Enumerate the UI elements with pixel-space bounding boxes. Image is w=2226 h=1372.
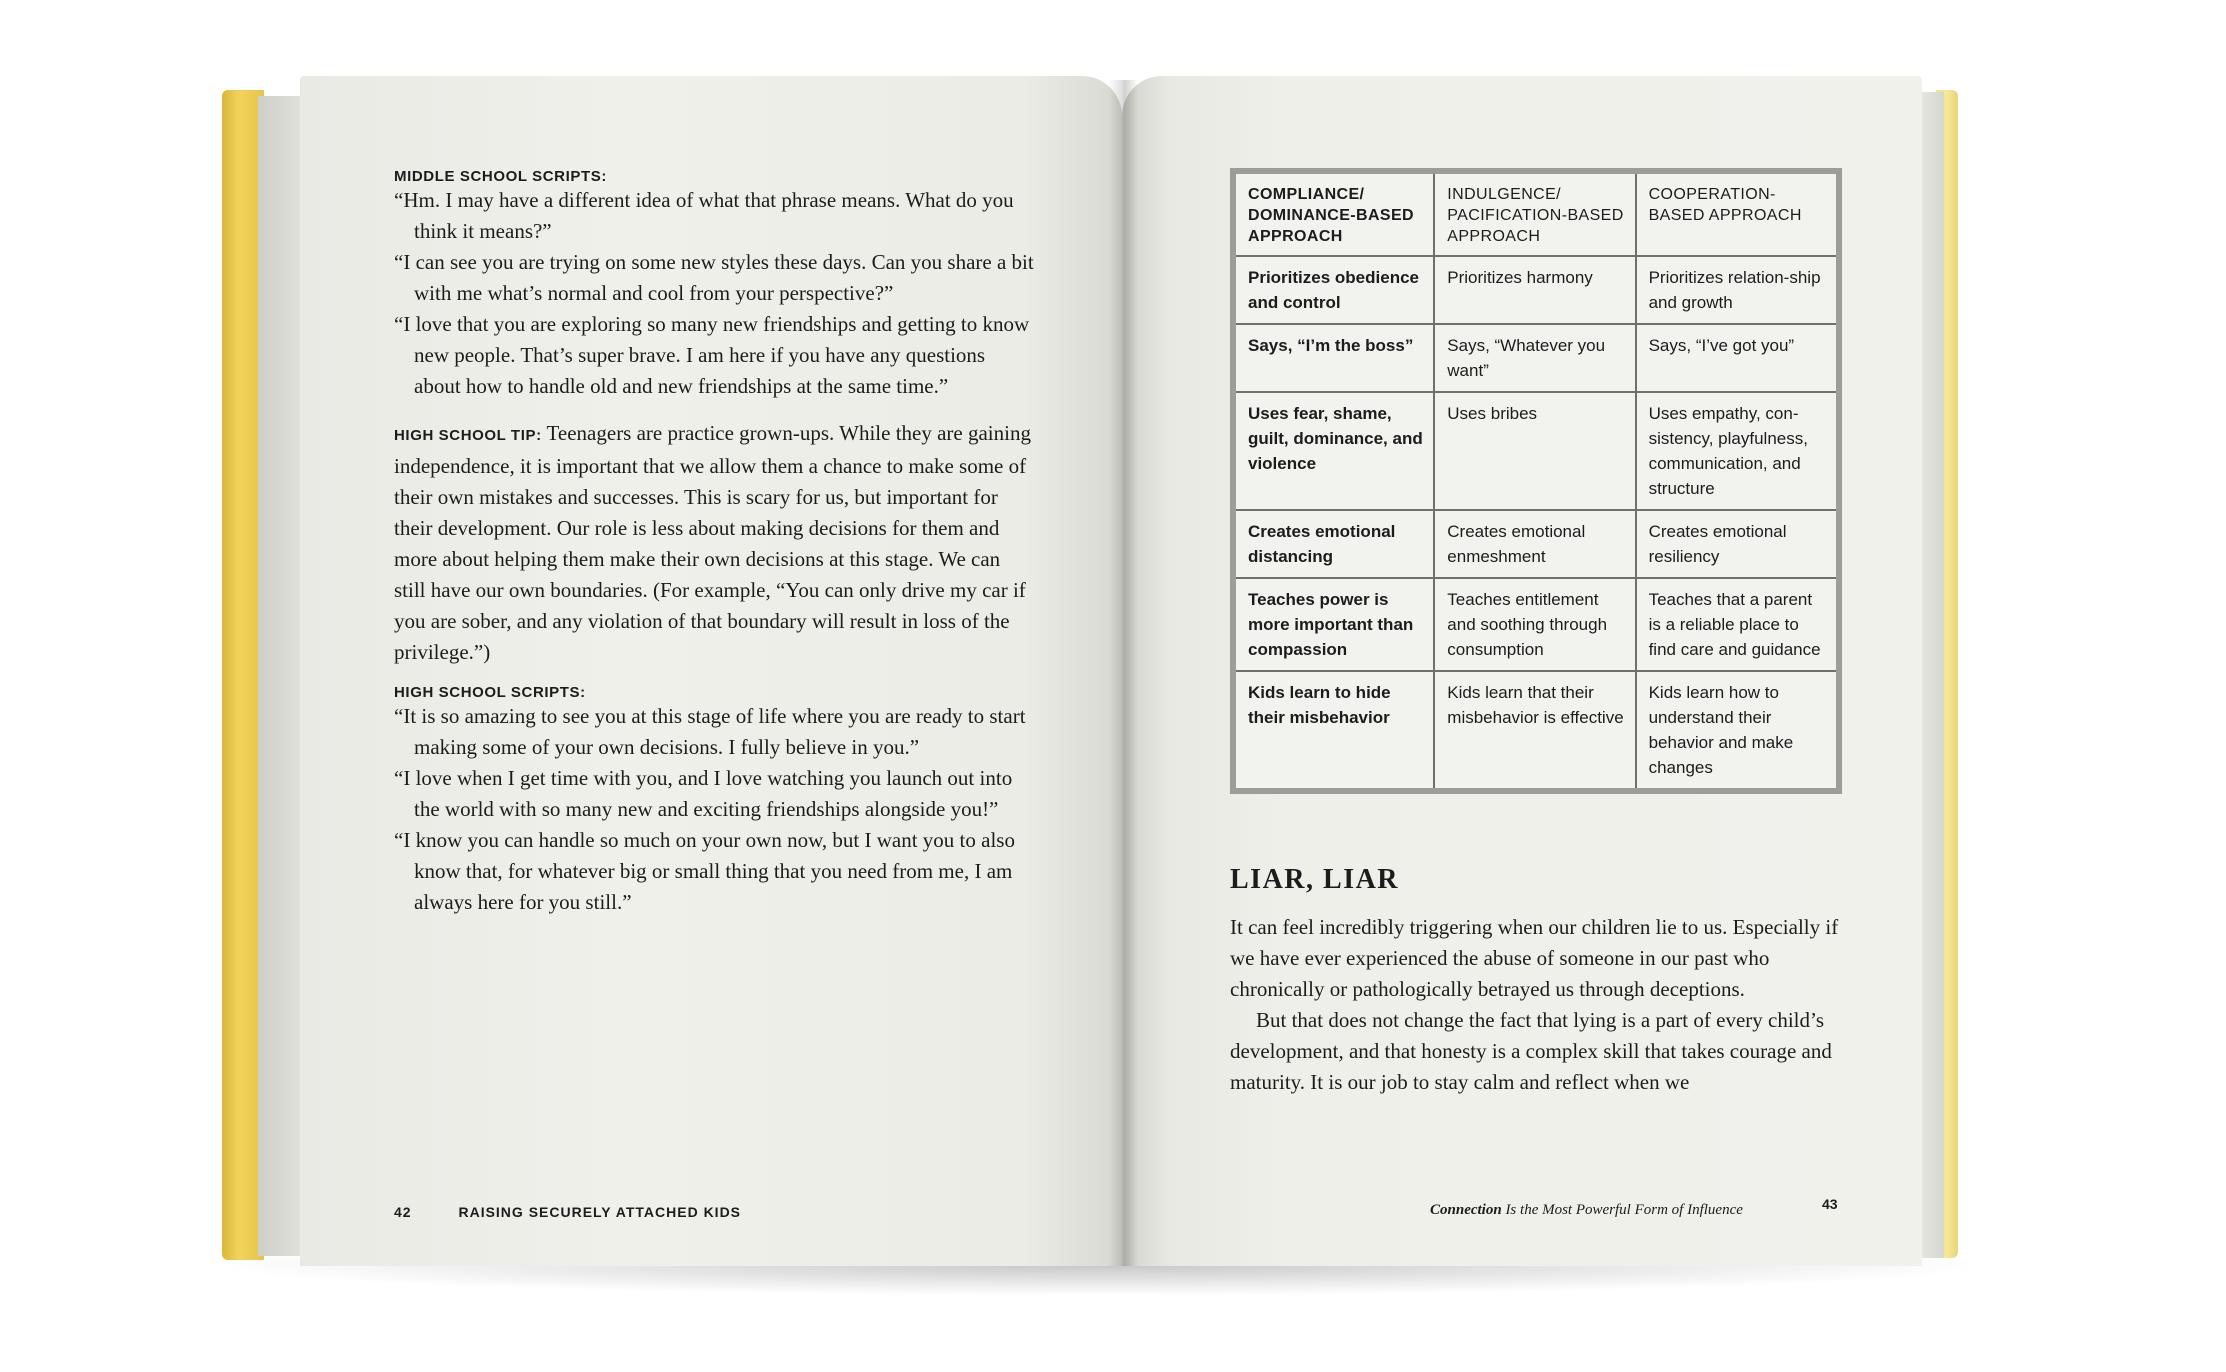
table-cell: Teaches that a parent is a reliable place to find care and guidance bbox=[1636, 578, 1839, 671]
body-paragraph-2: But that does not change the fact that lying is a part of every child’s development, and that honesty is a complex skill that takes courage and maturity. It is our job to stay calm and reflect when we bbox=[1230, 1008, 1832, 1094]
right-running-title: Is the Most Powerful Form of Influence bbox=[1505, 1202, 1743, 1218]
high-school-heading: HIGH SCHOOL SCRIPTS: bbox=[394, 684, 586, 701]
right-running-title-word: Connection bbox=[1430, 1202, 1502, 1218]
table-cell: Creates emotional distancing bbox=[1233, 510, 1434, 578]
middle-school-heading: MIDDLE SCHOOL SCRIPTS: bbox=[394, 168, 607, 185]
left-page-number: 42 bbox=[394, 1204, 412, 1220]
left-page-content bbox=[394, 168, 1034, 918]
table-cell: Prioritizes relation-ship and growth bbox=[1636, 256, 1839, 324]
table-cell: Uses fear, shame, guilt, dominance, and violence bbox=[1233, 392, 1434, 510]
table-cell: Says, “I’ve got you” bbox=[1636, 324, 1839, 392]
table-cell: Uses empathy, con-sistency, playfulness, communication, and structure bbox=[1636, 392, 1839, 510]
middle-school-script-3: “I love that you are exploring so many new friendships and getting to know new people. That’s super brave. I am here if you have any questions about how to handle old and new friendships at the same time.” bbox=[394, 312, 1030, 398]
table-row bbox=[1233, 578, 1839, 671]
table-cell: Kids learn that their misbehavior is effective bbox=[1434, 671, 1635, 791]
table-row bbox=[1233, 256, 1839, 324]
table-header-cell: COOPERATION-BASED APPROACH bbox=[1636, 171, 1839, 256]
table-cell: Teaches power is more important than compassion bbox=[1233, 578, 1434, 671]
table-header-cell: COMPLIANCE/ DOMINANCE-BASED APPROACH bbox=[1233, 171, 1434, 256]
left-footer bbox=[394, 1204, 741, 1220]
body-paragraph-1: It can feel incredibly triggering when our children lie to us. Especially if we have ever experienced the abuse of someone in our past who chronically or pathologically betrayed us through deceptions. bbox=[1230, 915, 1839, 1001]
approach-comparison-table bbox=[1230, 168, 1842, 794]
table-cell: Kids learn to hide their misbehavior bbox=[1233, 671, 1434, 791]
table-row bbox=[1233, 392, 1839, 510]
middle-school-script-1: “Hm. I may have a different idea of what that phrase means. What do you think it means?” bbox=[394, 188, 1014, 243]
table-header-row bbox=[1233, 171, 1839, 256]
table-header-cell: INDULGENCE/ PACIFICATION-BASED APPROACH bbox=[1434, 171, 1635, 256]
table-cell: Creates emotional enmeshment bbox=[1434, 510, 1635, 578]
right-page-number: 43 bbox=[1822, 1196, 1838, 1212]
table-cell: Says, “I’m the boss” bbox=[1233, 324, 1434, 392]
high-school-tip-text: Teenagers are practice grown-ups. While they are gaining independence, it is important that we allow them a chance to make some of their own mistakes and successes. This is scary for us, but important for their development. Our role is less about making decisions for them and more about helping them make their own decisions at this stage. We can still have our own boundaries. (For example, “You can only drive my car if you are sober, and any violation of that boundary will result in loss of the privilege.”) bbox=[394, 421, 1031, 664]
table-cell: Uses bribes bbox=[1434, 392, 1635, 510]
section-heading: LIAR, LIAR bbox=[1230, 864, 1400, 895]
left-running-title: RAISING SECURELY ATTACHED KIDS bbox=[458, 1204, 742, 1220]
right-footer bbox=[1430, 1196, 1850, 1219]
book-gutter bbox=[1108, 80, 1138, 1266]
table-cell: Teaches entitlement and soothing through consumption bbox=[1434, 578, 1635, 671]
high-school-tip-label: HIGH SCHOOL TIP: bbox=[394, 427, 542, 444]
table-cell: Prioritizes obedience and control bbox=[1233, 256, 1434, 324]
table-row bbox=[1233, 510, 1839, 578]
table-cell: Kids learn how to understand their behavior and make changes bbox=[1636, 671, 1839, 791]
high-school-script-1: “It is so amazing to see you at this stage of life where you are ready to start making some of your own decisions. I fully believe in you.” bbox=[394, 704, 1026, 759]
middle-school-script-2: “I can see you are trying on some new styles these days. Can you share a bit with me what’s normal and cool from your perspective?” bbox=[394, 250, 1034, 305]
table-cell: Prioritizes harmony bbox=[1434, 256, 1635, 324]
high-school-script-3: “I know you can handle so much on your own now, but I want you to also know that, for whatever big or small thing that you need from me, I am always here for you still.” bbox=[394, 828, 1015, 914]
table-cell: Creates emotional resiliency bbox=[1636, 510, 1839, 578]
high-school-tip bbox=[394, 418, 1034, 668]
table-cell: Says, “Whatever you want” bbox=[1434, 324, 1635, 392]
table-row bbox=[1233, 324, 1839, 392]
table-row bbox=[1233, 671, 1839, 791]
high-school-script-2: “I love when I get time with you, and I love watching you launch out into the world with so many new and exciting friendships alongside you!” bbox=[394, 766, 1013, 821]
right-page-body bbox=[1230, 912, 1860, 1098]
